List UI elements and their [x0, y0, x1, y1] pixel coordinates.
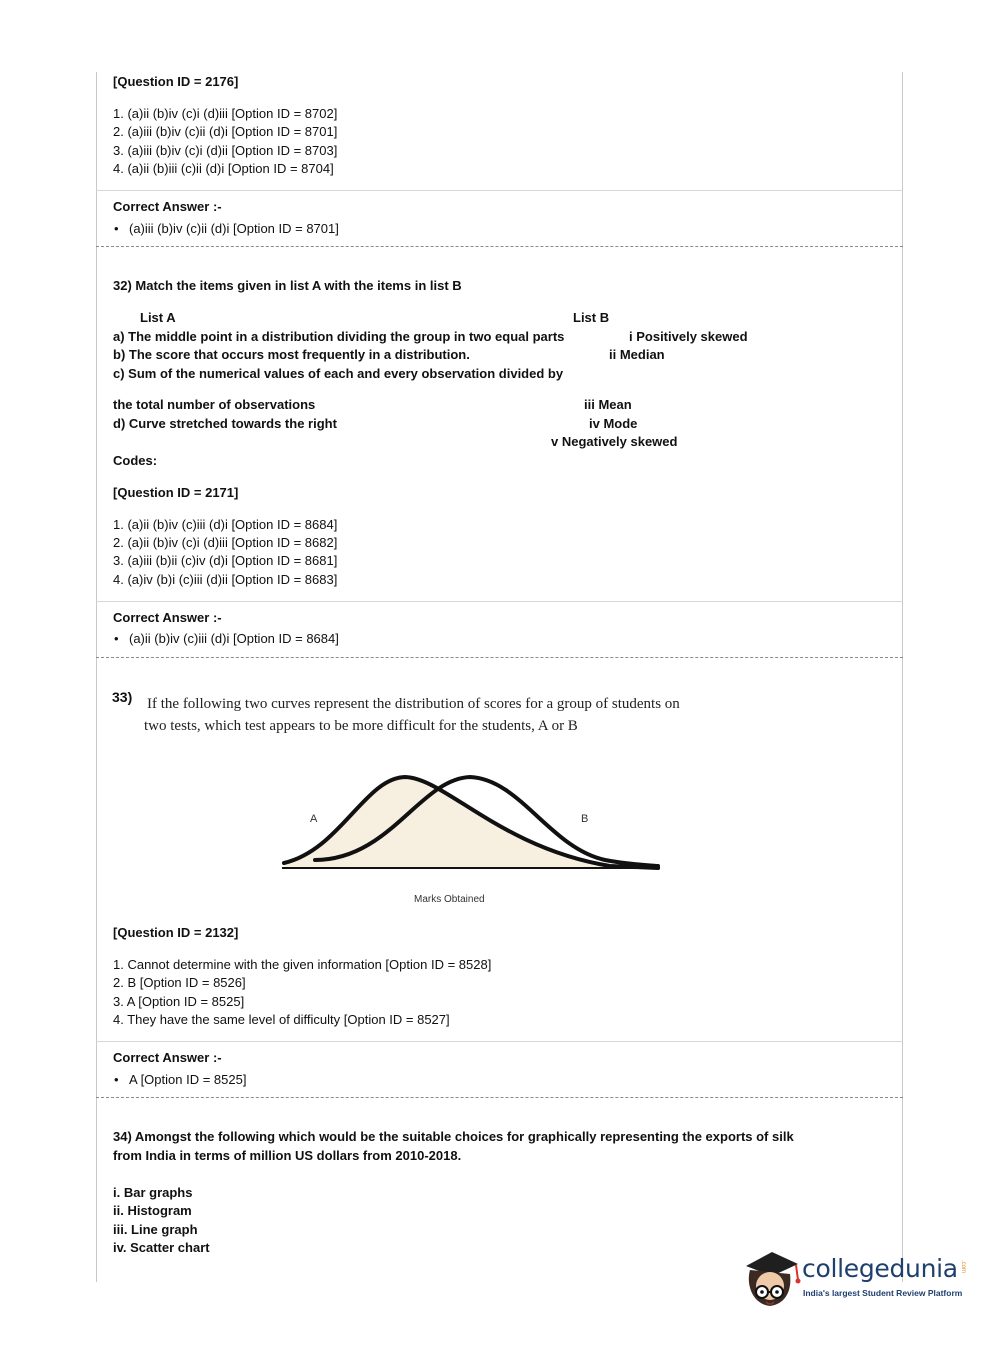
q31-answer-label: Correct Answer :-	[113, 199, 222, 214]
logo-tagline: India's largest Student Review Platform	[803, 1288, 963, 1298]
q32-item-iii: iii Mean	[584, 397, 632, 412]
q31-option-4: 4. (a)ii (b)iii (c)ii (d)i [Option ID = 8704]	[113, 161, 334, 176]
q31-option-1: 1. (a)ii (b)iv (c)i (d)iii [Option ID = 8702]	[113, 106, 338, 121]
q32-item-d: d) Curve stretched towards the right	[113, 416, 337, 431]
q34-item-3: iii. Line graph	[113, 1222, 198, 1237]
q31-answer: (a)iii (b)iv (c)ii (d)i [Option ID = 8701]	[129, 221, 339, 236]
q32-list-a-header: List A	[140, 310, 176, 325]
q32-codes: Codes:	[113, 453, 158, 468]
q32-title: 32) Match the items given in list A with the items in list B	[113, 278, 462, 293]
q32-item-i: i Positively skewed	[629, 329, 748, 344]
q32-answer: (a)ii (b)iv (c)iii (d)i [Option ID = 8684]	[129, 631, 339, 646]
q32-item-a: a) The middle point in a distribution dividing the group in two equal parts	[113, 329, 565, 344]
q33-option-4: 4. They have the same level of difficulty [Option ID = 8527]	[113, 1012, 450, 1027]
q34-text-line-2: from India in terms of million US dollars from 2010-2018.	[113, 1148, 462, 1163]
distribution-curves-figure	[270, 760, 670, 910]
q31-question-id: [Question ID = 2176]	[113, 74, 239, 89]
q32-option-3: 3. (a)iii (b)ii (c)iv (d)i [Option ID = 8681]	[113, 553, 338, 568]
x-axis-label: Marks Obtained	[414, 894, 485, 905]
mascot-icon	[740, 1246, 802, 1316]
q33-option-3: 3. A [Option ID = 8525]	[113, 994, 245, 1009]
q33-text-line-2: two tests, which test appears to be more difficult for the students, A or B	[144, 718, 578, 734]
question-divider	[96, 657, 903, 658]
q31-separator	[96, 190, 903, 191]
q32-question-id: [Question ID = 2171]	[113, 485, 239, 500]
q33-separator	[96, 1041, 903, 1042]
page-border-right	[902, 72, 903, 1282]
q33-question-id: [Question ID = 2132]	[113, 925, 239, 940]
q32-answer-bullet: •	[114, 631, 119, 646]
q32-item-b: b) The score that occurs most frequently in a distribution.	[113, 347, 470, 362]
question-divider	[96, 1097, 903, 1098]
q32-answer-label: Correct Answer :-	[113, 610, 222, 625]
q33-number: 33)	[112, 689, 133, 705]
q33-answer-bullet: •	[114, 1072, 119, 1087]
logo-wordmark: collegedunia	[802, 1254, 958, 1283]
q34-item-4: iv. Scatter chart	[113, 1240, 210, 1255]
q32-option-1: 1. (a)ii (b)iv (c)iii (d)i [Option ID = 8684]	[113, 517, 338, 532]
q34-text-line-1: 34) Amongst the following which would be the suitable choices for graphically representing the exports of silk	[113, 1129, 794, 1144]
q32-list-b-header: List B	[573, 310, 610, 325]
q33-text-line-1: If the following two curves represent the distribution of scores for a group of students on	[147, 696, 680, 712]
q32-item-ii: ii Median	[609, 347, 665, 362]
q32-option-2: 2. (a)ii (b)iv (c)i (d)iii [Option ID = 8682]	[113, 535, 338, 550]
q31-option-2: 2. (a)iii (b)iv (c)ii (d)i [Option ID = 8701]	[113, 124, 338, 139]
q32-option-4: 4. (a)iv (b)i (c)iii (d)ii [Option ID = 8683]	[113, 572, 338, 587]
q34-item-2: ii. Histogram	[113, 1203, 192, 1218]
q32-item-c: c) Sum of the numerical values of each and every observation divided by	[113, 366, 564, 381]
curve-b-label: B	[581, 813, 589, 825]
q34-item-1: i. Bar graphs	[113, 1185, 193, 1200]
q32-item-v: v Negatively skewed	[551, 434, 678, 449]
page-border-left	[96, 72, 97, 1282]
q33-answer: A [Option ID = 8525]	[129, 1072, 247, 1087]
q32-item-c-continued: the total number of observations	[113, 397, 316, 412]
curve-a-label: A	[310, 813, 318, 825]
q33-answer-label: Correct Answer :-	[113, 1050, 222, 1065]
q32-item-iv: iv Mode	[589, 416, 638, 431]
logo-domain-suffix: .com	[960, 1260, 966, 1274]
q31-option-3: 3. (a)iii (b)iv (c)i (d)ii [Option ID = 8703]	[113, 143, 338, 158]
q33-option-2: 2. B [Option ID = 8526]	[113, 975, 246, 990]
curve-a	[284, 777, 658, 868]
q32-separator	[96, 601, 903, 602]
collegedunia-logo	[740, 1246, 980, 1316]
q31-answer-bullet: •	[114, 221, 119, 236]
question-divider	[96, 246, 903, 247]
q33-option-1: 1. Cannot determine with the given information [Option ID = 8528]	[113, 957, 492, 972]
